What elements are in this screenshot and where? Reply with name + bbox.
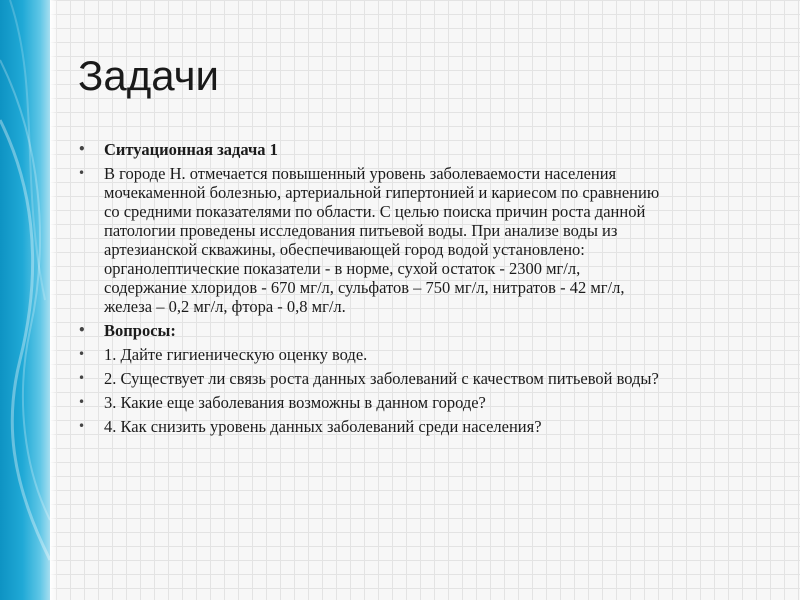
list-item [78, 321, 778, 340]
list-item-text: Вопросы: [104, 321, 176, 340]
list-item [78, 140, 778, 159]
decorative-side-band [0, 0, 50, 600]
list-item-text: мочекаменной болезнью, артериальной гипертонией и кариесом по сравнению [104, 183, 660, 202]
list-item-text: патологии проведены исследования питьевой воды. При анализе воды из [104, 221, 618, 240]
bullet-dot-icon: • [78, 347, 86, 361]
bullet-dot-icon: • [78, 395, 86, 409]
list-item-text: 4. Как снизить уровень данных заболеваний среди населения? [104, 417, 542, 436]
bullet-dot-icon: • [78, 166, 86, 180]
list-item [78, 369, 778, 388]
bullet-dot-icon: • [78, 371, 86, 385]
band-edge-highlight [50, 0, 58, 600]
list-item-text: содержание хлоридов - 670 мг/л, сульфатов – 750 мг/л, нитратов - 42 мг/л, [104, 278, 625, 297]
list-item [78, 393, 778, 412]
bullet-list [78, 140, 778, 441]
list-item-text: 1. Дайте гигиеническую оценку воде. [104, 345, 368, 364]
list-item [78, 345, 778, 364]
list-item-text: Ситуационная задача 1 [104, 140, 278, 159]
list-item-text: органолептические показатели - в норме, сухой остаток - 2300 мг/л, [104, 259, 581, 278]
slide-title: Задачи [78, 52, 220, 99]
list-item-text: железа – 0,2 мг/л, фтора - 0,8 мг/л. [104, 297, 346, 316]
list-item-text: со средними показателями по области. С целью поиска причин роста данной [104, 202, 646, 221]
bullet-dot-icon: • [78, 323, 86, 337]
list-item-text: 2. Существует ли связь роста данных заболеваний с качеством питьевой воды? [104, 369, 659, 388]
list-item [78, 164, 778, 316]
bullet-dot-icon: • [78, 142, 86, 156]
list-item-text: 3. Какие еще заболевания возможны в данном городе? [104, 393, 486, 412]
bullet-dot-icon: • [78, 419, 86, 433]
wave-decoration-icon [0, 0, 50, 600]
list-item [78, 417, 778, 436]
list-item-text: В городе Н. отмечается повышенный уровень заболеваемости населения [104, 164, 617, 183]
list-item-text: артезианской скважины, обеспечивающей город водой установлено: [104, 240, 585, 259]
